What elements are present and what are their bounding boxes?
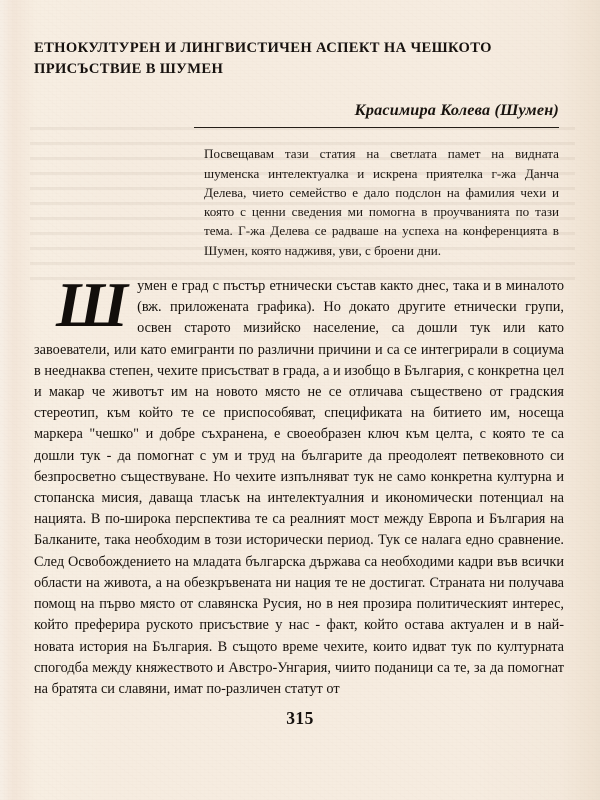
dedication-note: Посвещавам тази статия на светлата памет на видната шуменска интелектуалка и искрена приятелка г-жа Данча Делева, чието семейство е дало подслон на фамилия чехи и която с ценни сведения ми помогна в проучванията по тази тема. Г-жа Делева се радваше на успеха на конференцията в Шумен, която надживя, уви, с броени дни. [204,146,559,258]
body-paragraph [34,268,564,700]
body-text [34,268,564,700]
page-number: 315 [286,708,314,728]
header-divider [194,127,559,128]
author-byline: Красимира Колева (Шумен) [354,101,559,120]
drop-cap: Ш [56,268,129,340]
page-title-line-1: ЕТНОКУЛТУРЕН И ЛИНГВИСТИЧЕН АСПЕКТ НА ЧЕШКОТО [34,40,492,56]
page-title [34,38,576,79]
author-block [30,101,576,128]
body-paragraph-text: умен е град с пъстър етнически състав както днес, така и в миналото (вж. приложената графика). Но докато другите етнически групи, освен старото мизийско население, са дошли тук или като завоеватели, или като емигранти по различни причини и са се интегрирали в социума в нееднаква степен, чехите присъстват в града, а и изобщо в България, с конкретна цел и макар че животът им на новото място не се отличава съществено от градския стереотип, към който те се приспособяват, спецификата на битието им, носеща маркера "чешко" и добре съхранена, е своеобразен ключ към целта, с която те са дошли тук - да помогнат с ум и труд на българите да преодолеят петвековното си безпросветно съществуване. Но чехите изпълняват тук не само конкретна културна и стопанска мисия, даваща тласък на интелектуалния и икономически потенциал на нацията. В по-широка перспектива те са реалният мост между Европа и България на Балканите, така необходим в този исторически период. Тук се налага едно сравнение. След Освобождението на младата българска държава са необходими кадри във всички области на живота, а на обезкръвената ни нация те не достигат. Страната ни получава помощ на първо място от славянска Русия, но в нея прозира политическият интерес, който преферира руското присъствие у нас - факт, който остава актуален и в най-новата история на България. В същото време чехите, които идват тук по културната спогодба между княжеството и Австро-Унгария, чиито поданици са те, за да помогнат на братята си славяни, имат по-различен статут от [34,277,564,697]
page-title-line-2: ПРИСЪСТВИЕ В ШУМЕН [34,60,224,77]
